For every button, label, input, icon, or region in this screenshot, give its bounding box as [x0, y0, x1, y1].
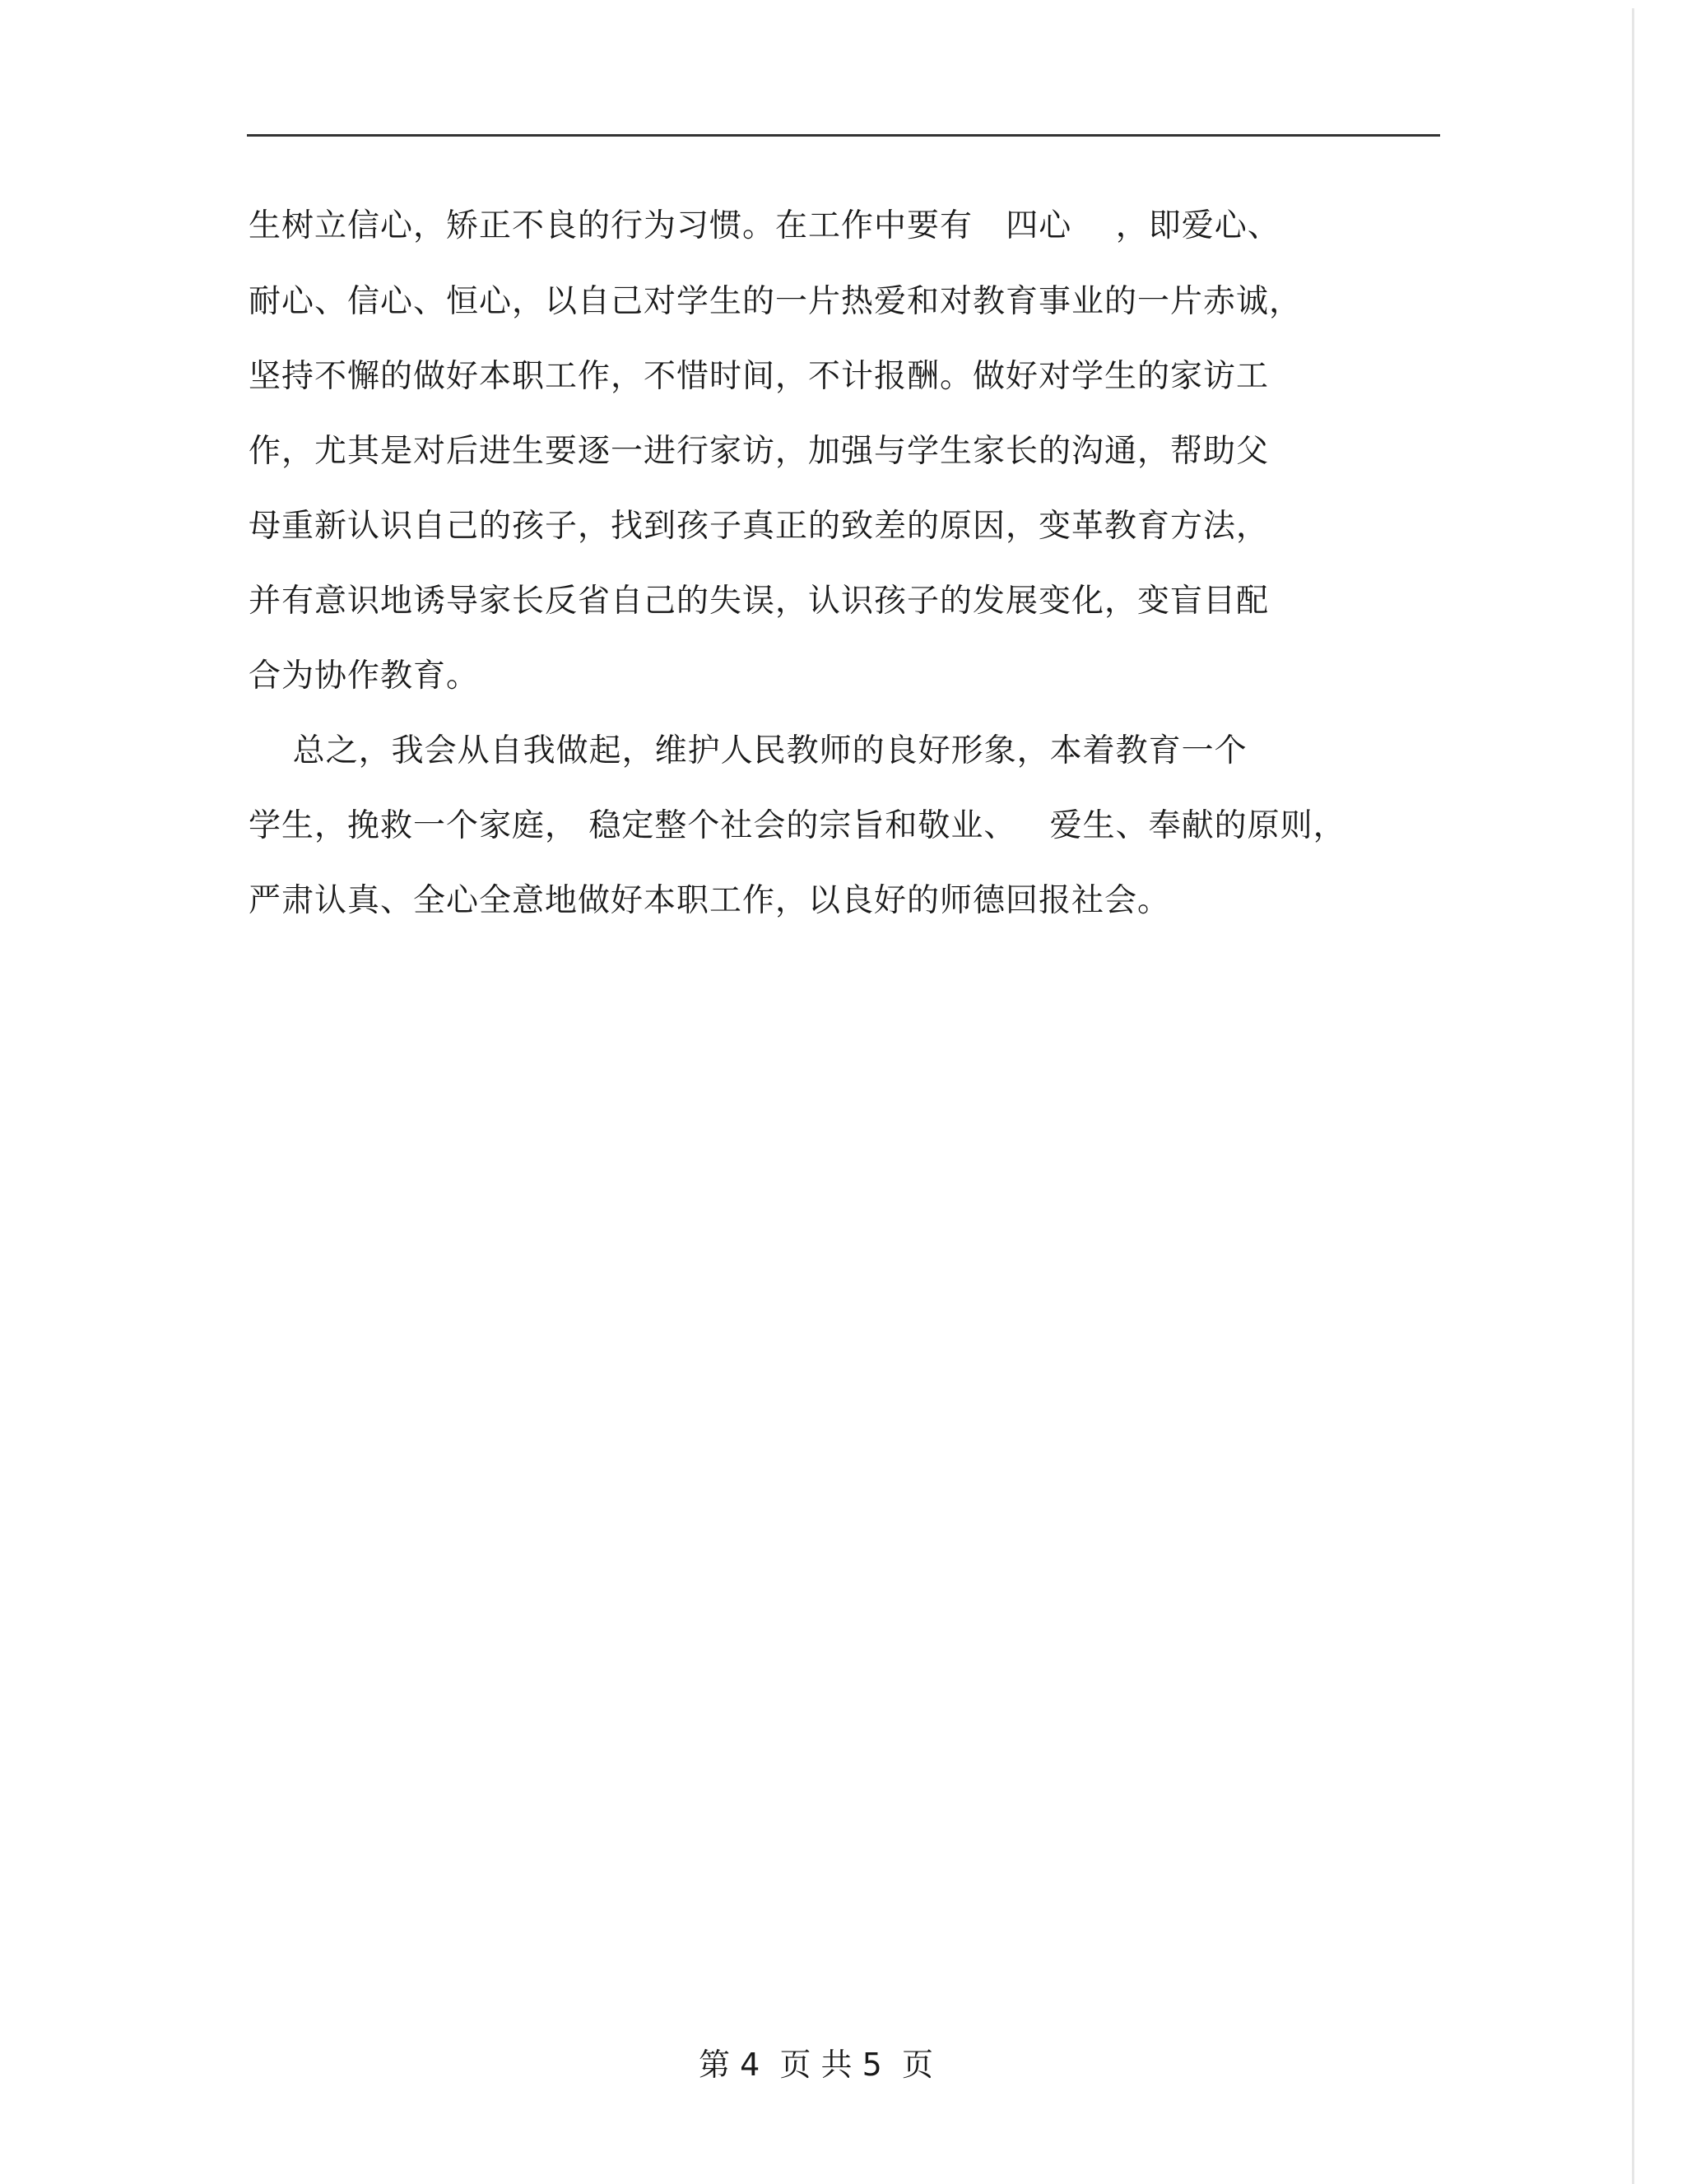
- page-edge-shadow: [1632, 8, 1634, 2184]
- paragraph-1-line-5: 母重新认识自己的孩子，找到孩子真正的致差的原因，变革教育方法，: [249, 508, 1270, 545]
- paragraph-1-line-6: 并有意识地诱导家长反省自己的失误，认识孩子的发展变化，变盲目配: [249, 583, 1270, 620]
- paragraph-2-line-3: 严肃认真、全心全意地做好本职工作，以良好的师德回报社会。: [249, 882, 1171, 919]
- paragraph-1-line-3: 坚持不懈的做好本职工作，不惜时间，不计报酬。做好对学生的家访工: [249, 358, 1270, 395]
- page-number-label: 第 4 页 共 5 页: [699, 2047, 933, 2083]
- paragraph-1-line-7: 合为协作教育。: [249, 658, 480, 695]
- paragraph-1-line-1: 生树立信心，矫正不良的行为习惯。在工作中要有 四心 ，即爱心、: [249, 207, 1280, 244]
- page-footer: [0, 2044, 1632, 2085]
- paragraph-2-line-2: 学生，挽救一个家庭， 稳定整个社会的宗旨和敬业、 爱生、奉献的原则，: [249, 807, 1346, 844]
- paragraph-2-line-1: 总之，我会从自我做起，维护人民教师的良好形象，本着教育一个: [249, 732, 1248, 769]
- paragraph-1-line-4: 作，尤其是对后进生要逐一进行家访，加强与学生家长的沟通，帮助父: [249, 433, 1270, 470]
- paragraph-1-line-2: 耐心、信心、恒心，以自己对学生的一片热爱和对教育事业的一片赤诚，: [249, 283, 1303, 320]
- header-rule: [247, 134, 1440, 137]
